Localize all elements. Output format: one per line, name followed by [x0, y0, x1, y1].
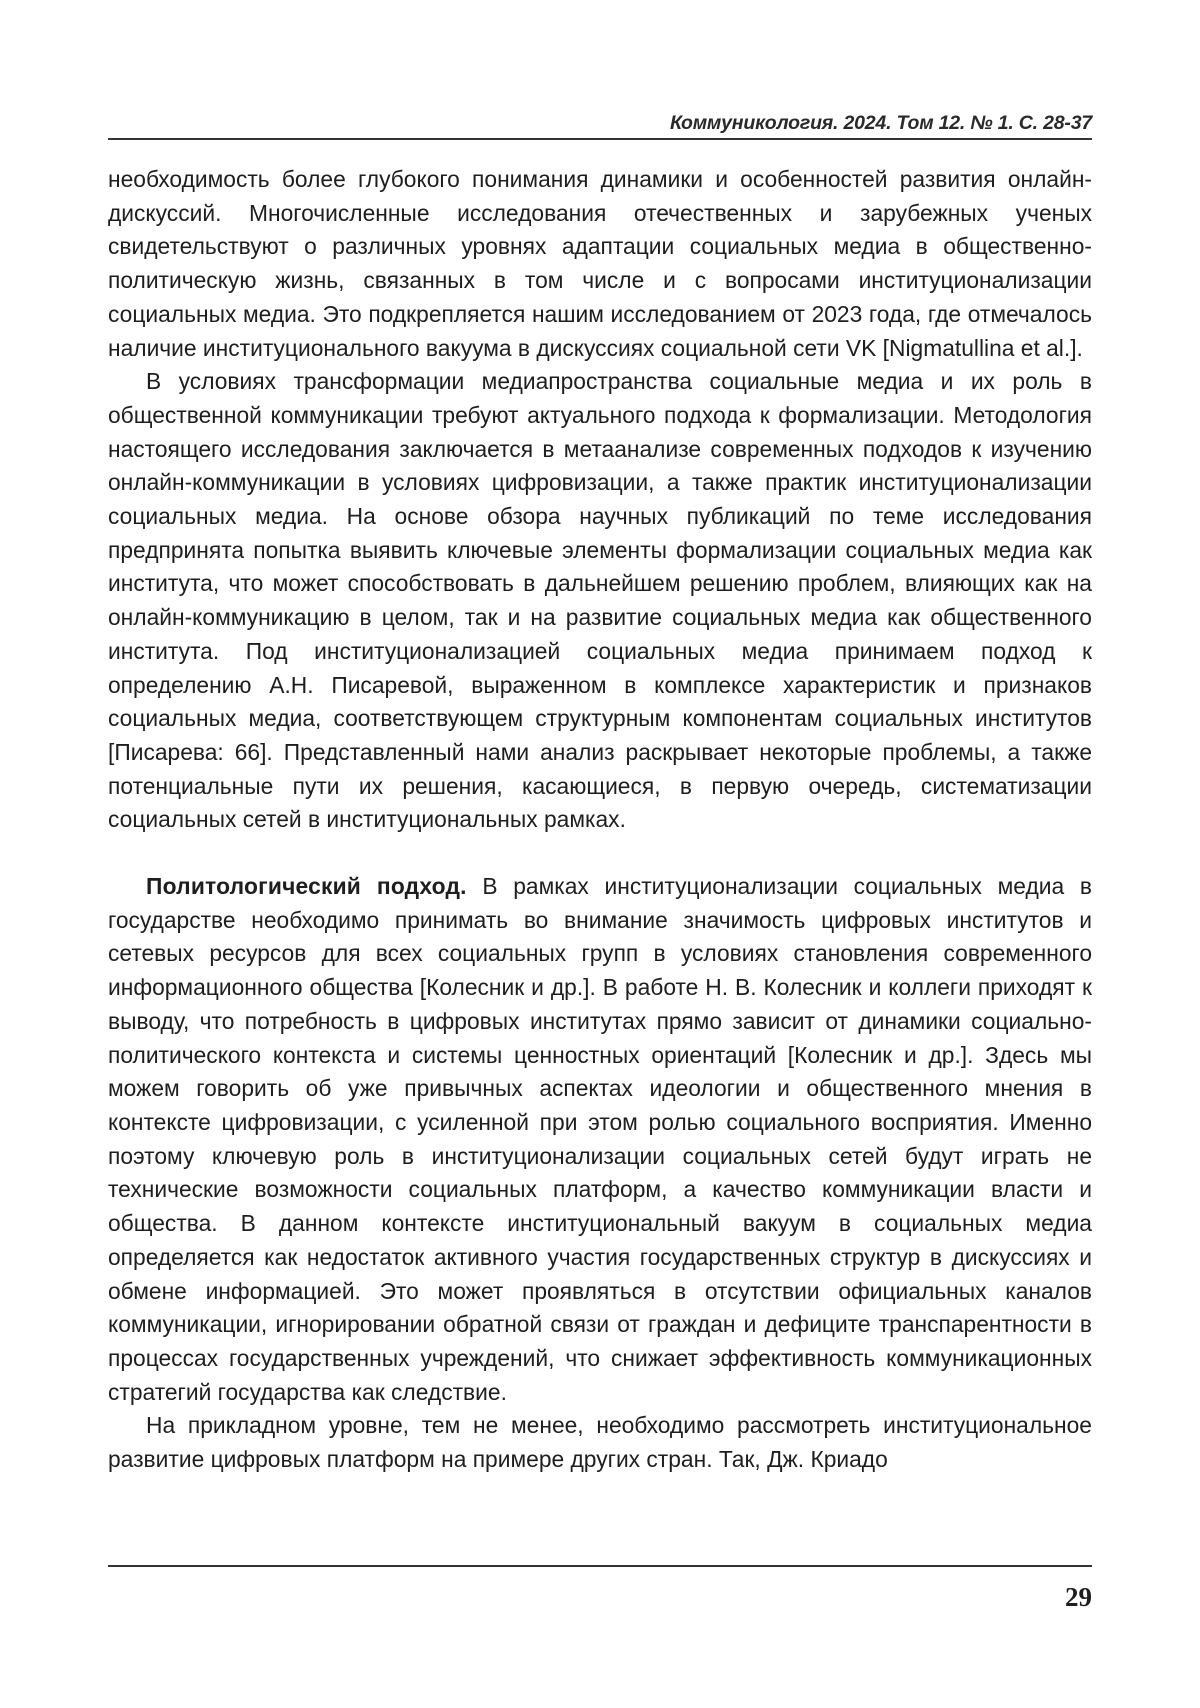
paragraph: В условиях трансформации медиапространства социальные медиа и их роль в общественной коммуникации требуют актуального подхода к формализации. Методология настоящего исследования заключается в метаанализе современных подходов к изучению онлайн-коммуникации в условиях цифровизации, а также практик институционализации социальных медиа. На основе обзора научных публикаций по теме исследования предпринята попытка выявить ключевые элементы формализации социальных медиа как института, что может способствовать в дальнейшем решению проблем, влияющих как на онлайн-коммуникацию в целом, так и на развитие социальных медиа как общественного института. Под институционализацией социальных медиа принимаем подход к определению А.Н. Писаревой, выраженном в комплексе характеристик и признаков социальных медиа, соответствующем структурным компонентам социальных институтов [Писарева: 66]. Представленный нами анализ раскрывает некоторые проблемы, а также потенциальные пути их решения, касающиеся, в первую очередь, систематизации социальных сетей в институциональных рамках.	[108, 368, 1092, 833]
paragraph: необходимость более глубокого понимания динамики и особенностей развития онлайн-дискуссий. Многочисленные исследования отечественных и зарубежных ученых свидетельствуют о различных уровнях адаптации социальных медиа в общественно-политическую жизнь, связанных в том числе и с вопросами институционализации социальных медиа. Это подкрепляется нашим исследованием от 2023 года, где отмечалось наличие институционального вакуума в дискуссиях социальной сети VK [Nigmatullina et al.].	[108, 166, 1092, 361]
paragraph	[108, 870, 1092, 1409]
paragraph: На прикладном уровне, тем не менее, необходимо рассмотреть институциональное развитие цифровых платформ на примере других стран. Так, Дж. Криадо	[108, 1412, 1092, 1473]
article-body	[108, 163, 1092, 1477]
footer-rule	[108, 1565, 1092, 1567]
page-number: 29	[1065, 1582, 1092, 1612]
header-rule	[108, 138, 1092, 140]
running-header: Коммуникология. 2024. Том 12. № 1. С. 28-37	[669, 112, 1092, 134]
paragraph-text: В рамках институционализации социальных медиа в государстве необходимо принимать во внимание значимость цифровых институтов и сетевых ресурсов для всех социальных групп в условиях становления современного информационного общества [Колесник и др.]. В работе Н. В. Колесник и коллеги приходят к выводу, что потребность в цифровых институтах прямо зависит от динамики социально-политического контекста и системы ценностных ориентаций [Колесник и др.]. Здесь мы можем говорить об уже привычных аспектах идеологии и общественного мнения в контексте цифровизации, с усиленной при этом ролью социального восприятия. Именно поэтому ключевую роль в институционализации социальных сетей будут играть не технические возможности социальных платформ, а качество коммуникации власти и общества. В данном контексте институциональный вакуум в социальных медиа определяется как недостаток активного участия государственных структур в дискуссиях и обмене информацией. Это может проявляться в отсутствии официальных каналов коммуникации, игнорировании обратной связи от граждан и дефиците транспарентности в процессах государственных учреждений, что снижает эффективность коммуникационных стратегий государства как следствие.	[108, 873, 1092, 1405]
section-lead-in: Политологический подход.	[146, 873, 467, 900]
